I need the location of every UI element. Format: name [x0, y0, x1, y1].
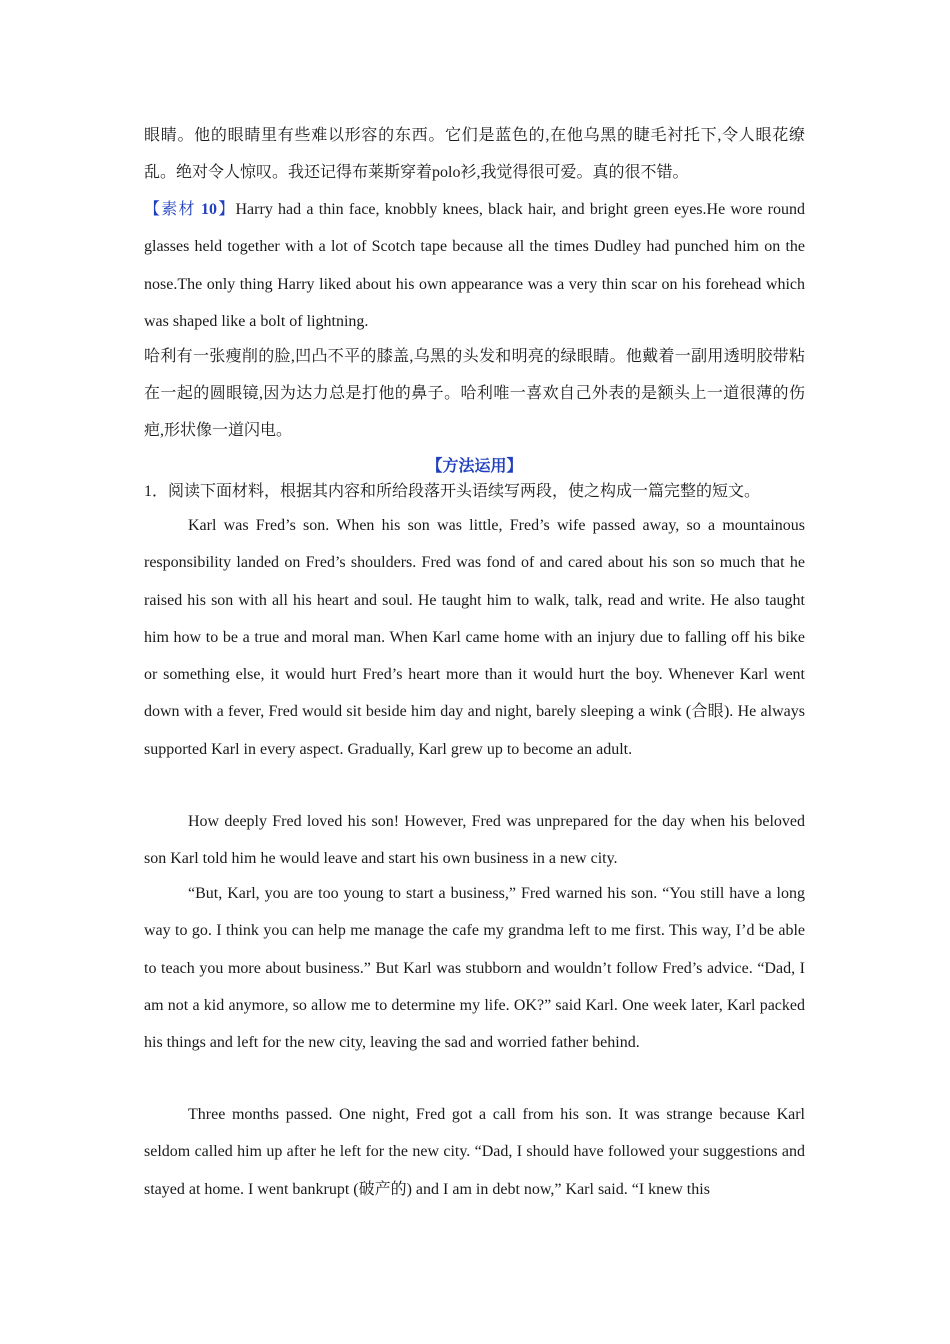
- task-instruction: 1．阅读下面材料，根据其内容和所给段落开头语续写两段，使之构成一篇完整的短文。: [144, 483, 761, 500]
- story-paragraph-1: Karl was Fred’s son. When his son was little, Fred’s wife passed away, so a mountainous responsibility landed on Fred’s shoulders. Fred was fond of and cared about his son so much that he raised his son with all his heart and soul. He taught him to walk, talk, read and write. He also taught him how to be a true and moral man. When Karl came home with an injury due to falling off his bike or something else, it would hurt Fred’s heart more than it would hurt the boy. Whenever Karl went down with a fever, Fred would sit beside him day and night, barely sleeping a wink (合眼). He always supported Karl in every aspect. Gradually, Karl grew up to become an adult.: [144, 517, 805, 758]
- method-application-heading: 【方法运用】: [426, 458, 523, 475]
- story-paragraph-3: “But, Karl, you are too young to start a business,” Fred warned his son. “You still have a long way to go. I think you can help me manage the cafe my grandma left to me first. This way, I’d be able to teach you more about business.” But Karl was stubborn and wouldn’t follow Fred’s advice. “Dad, I am not a kid anymore, so allow me to determine my life. OK?” said Karl. One week later, Karl packed his things and left for the new city, leaving the sad and worried father behind.: [144, 885, 805, 1052]
- material-10-chinese-paragraph: 哈利有一张瘦削的脸,凹凸不平的膝盖,乌黑的头发和明亮的绿眼睛。他戴着一副用透明胶带粘在一起的圆眼镜,因为达力总是打他的鼻子。哈利唯一喜欢自己外表的是额头上一道很薄的伤疤,形状像一道闪电。: [144, 348, 805, 439]
- material-10-english-paragraph: 【素材 10】Harry had a thin face, knobbly knees, black hair, and bright green eyes.He wore round glasses held together with a lot of Scotch tape because all the times Dudley had punched him on the nose.The only thing Harry liked about his own appearance was a very thin scar on his forehead which was shaped like a bolt of lightning.: [144, 201, 805, 330]
- story-paragraph-2: How deeply Fred loved his son! However, Fred was unprepared for the day when his beloved son Karl told him he would leave and start his own business in a new city.: [144, 813, 805, 868]
- intro-chinese-paragraph: 眼睛。他的眼睛里有些难以形容的东西。它们是蓝色的,在他乌黑的睫毛衬托下,令人眼花缭乱。绝对令人惊叹。我还记得布莱斯穿着polo衫,我觉得很可爱。真的很不错。: [144, 127, 805, 181]
- story-paragraph-4: Three months passed. One night, Fred got a call from his son. It was strange because Karl seldom called him up after he left for the new city. “Dad, I should have followed your suggestions and stayed at home. I went bankrupt (破产的) and I am in debt now,” Karl said. “I knew this: [144, 1106, 805, 1198]
- material-10-tag: 【素材 10】: [144, 201, 236, 218]
